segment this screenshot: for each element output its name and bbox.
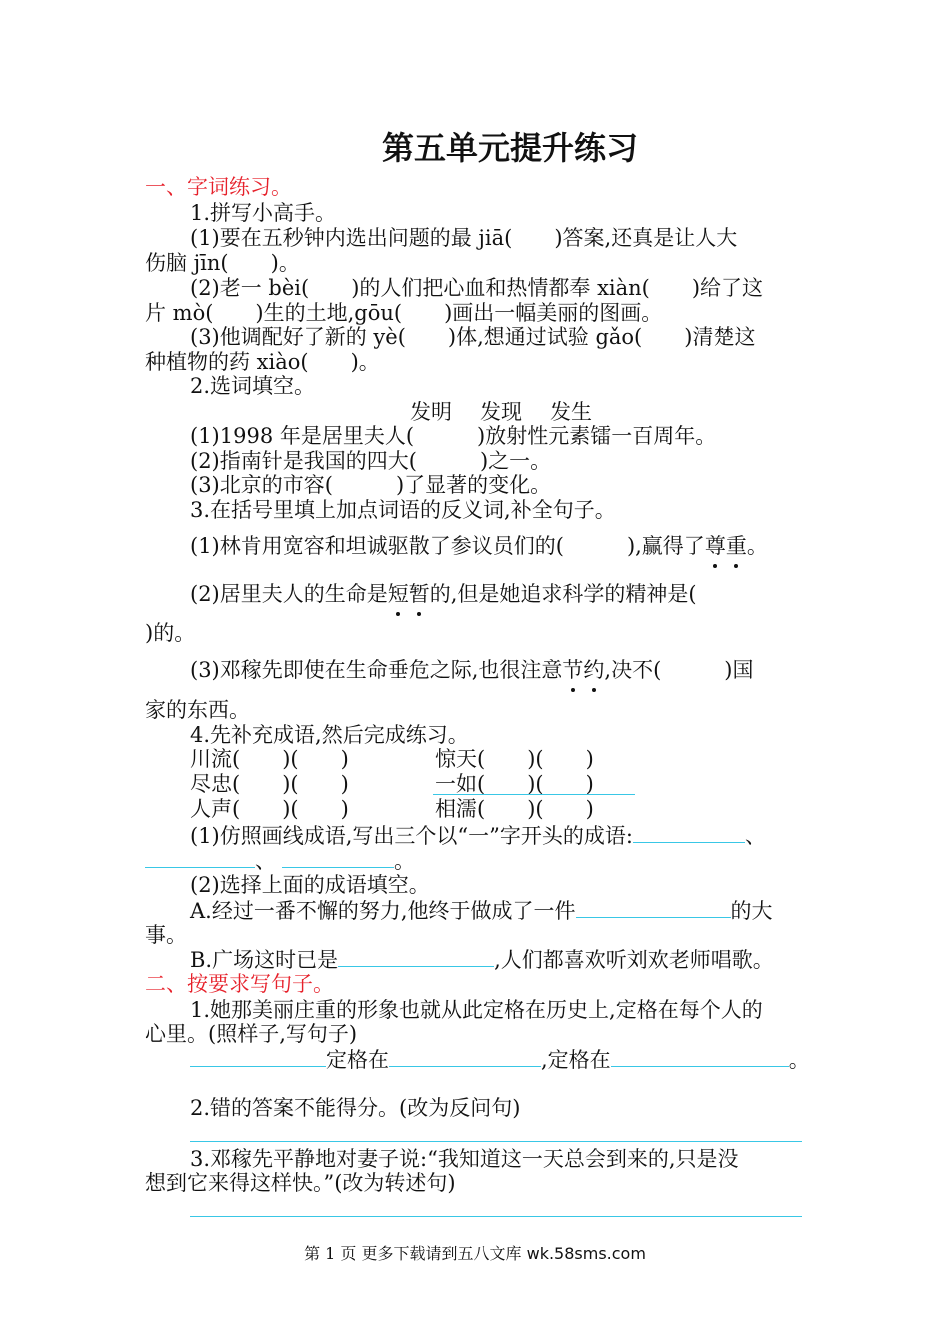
idiom-row <box>190 796 594 822</box>
s2-q3-line1: 3.邓稼先平静地对妻子说:“我知道这一天总会到来的,只是没 <box>190 1147 739 1171</box>
idiom-row <box>190 746 594 772</box>
question-4-label: 4.先补充成语,然后完成练习。 <box>190 723 469 747</box>
q1-item-2-line2: 片 mò( )生的土地,gōu( )画出一幅美丽的图画。 <box>145 301 663 325</box>
s2-q1-word: 定格在 <box>326 1048 389 1072</box>
q3-item-2 <box>190 581 697 607</box>
s2-q1-line2: 心里。(照样子,写句子) <box>145 1022 358 1046</box>
q3-item-2-line2: )的。 <box>145 621 196 645</box>
q4-part-2-a <box>190 897 773 923</box>
q3-item-3-line2: 家的东西。 <box>145 698 250 722</box>
dotted-char: 尊 <box>704 534 726 558</box>
s2-q3-line2: 想到它来得这样快。”(改为转述句) <box>145 1171 456 1195</box>
idiom-item: 相濡( )( ) <box>435 797 594 821</box>
answer-line[interactable] <box>190 1141 802 1142</box>
answer-blank[interactable] <box>145 847 255 868</box>
s2-q1-word: ,定格在 <box>541 1048 611 1072</box>
answer-blank[interactable] <box>338 946 494 967</box>
word-choice: 发明 <box>410 400 452 424</box>
footer-text: 第 1 页 更多下载请到五八文库 <box>304 1244 527 1263</box>
page-footer <box>0 1243 950 1265</box>
q3-item-2-rest: 的,但是她追求科学的精神是( <box>429 582 697 606</box>
answer-blank[interactable] <box>282 847 394 868</box>
answer-blank[interactable] <box>633 822 745 843</box>
q3-item-3-text: (3)邓稼先即使在生命垂危之际,也很注意 <box>190 658 563 682</box>
idiom-item: 川流( )( ) <box>190 747 349 771</box>
word-choices <box>410 399 620 425</box>
idiom-item: 一如( )( ) <box>435 772 594 796</box>
page-title: 第五单元提升练习 <box>381 129 638 167</box>
s2-q1-line1: 1.她那美丽庄重的形象也就从此定格在历史上,定格在每个人的 <box>190 998 763 1022</box>
question-2-label: 2.选词填空。 <box>190 374 316 398</box>
idiom-underline <box>433 794 635 795</box>
footer-link[interactable]: wk.58sms.com <box>526 1244 646 1263</box>
answer-line[interactable] <box>190 1216 802 1217</box>
question-1-label: 1.拼写小高手。 <box>190 201 337 225</box>
q1-item-1-line1: (1)要在五秒钟内选出问题的最 jiā( )答案,还真是让人大 <box>190 226 738 250</box>
answer-blank[interactable] <box>190 1046 326 1067</box>
q4-b-text: B.广场这时已是 <box>190 948 339 972</box>
word-choice: 发生 <box>550 400 592 424</box>
idiom-item: 尽忠( )( ) <box>190 772 349 796</box>
q4-part-2-label: (2)选择上面的成语填空。 <box>190 873 430 897</box>
question-3-label: 3.在括号里填上加点词语的反义词,补全句子。 <box>190 498 616 522</box>
separator: 、 <box>255 849 276 873</box>
word-choice: 发现 <box>480 400 522 424</box>
dotted-char: 节 <box>562 658 584 682</box>
answer-blank[interactable] <box>576 897 731 918</box>
q2-item-3: (3)北京的市容( )了显著的变化。 <box>190 473 552 497</box>
q4-a-text: A.经过一番不懈的努力,他终于做成了一件 <box>190 899 576 923</box>
q3-item-1 <box>190 533 768 559</box>
q1-item-3-line1: (3)他调配好了新的 yè( )体,想通过试验 gǎo( )清楚这 <box>190 325 756 349</box>
q1-item-3-line2: 种植物的药 xiào( )。 <box>145 350 380 374</box>
q3-item-3 <box>190 657 753 683</box>
q1-item-2-line1: (2)老一 bèi( )的人们把心血和热情都奉 xiàn( )给了这 <box>190 276 764 300</box>
q4-a-end: 的大 <box>730 899 773 923</box>
idiom-item: 人声( )( ) <box>190 797 349 821</box>
period: 。 <box>394 849 415 873</box>
section-heading-1: 一、字词练习。 <box>145 175 292 199</box>
s2-q1-answer <box>190 1046 810 1072</box>
q1-item-1-line2: 伤脑 jīn( )。 <box>145 251 300 275</box>
q3-item-1-end: 。 <box>746 534 768 558</box>
q4-part-2-b <box>190 946 774 972</box>
dotted-char: 暂 <box>408 582 430 606</box>
section-heading-2: 二、按要求写句子。 <box>145 972 334 996</box>
q3-item-1-text: (1)林肯用宽容和坦诚驱散了参议员们的( ),赢得了 <box>190 534 705 558</box>
dotted-char: 短 <box>387 582 409 606</box>
separator: 、 <box>744 824 766 848</box>
q2-item-1: (1)1998 年是居里夫人( )放射性元素镭一百周年。 <box>190 424 717 448</box>
idiom-item: 惊天( )( ) <box>435 747 594 771</box>
q4-b-end: ,人们都喜欢听刘欢老师唱歌。 <box>494 948 774 972</box>
dotted-char: 约 <box>583 658 605 682</box>
q4-part-1-line2 <box>145 847 415 873</box>
q4-part-1-text: (1)仿照画线成语,写出三个以“一”字开头的成语: <box>190 824 633 848</box>
q4-part-1-line1 <box>190 822 766 848</box>
q3-item-2-text: (2)居里夫人的生命是 <box>190 582 388 606</box>
dotted-char: 重 <box>725 534 747 558</box>
q2-item-2: (2)指南针是我国的四大( )之一。 <box>190 449 552 473</box>
q4-part-2-a-line2: 事。 <box>145 923 187 947</box>
q3-item-3-rest: ,决不( )国 <box>604 658 754 682</box>
answer-blank[interactable] <box>611 1046 789 1067</box>
s2-q2: 2.错的答案不能得分。(改为反问句) <box>190 1096 521 1120</box>
period: 。 <box>788 1048 810 1072</box>
answer-blank[interactable] <box>389 1046 541 1067</box>
